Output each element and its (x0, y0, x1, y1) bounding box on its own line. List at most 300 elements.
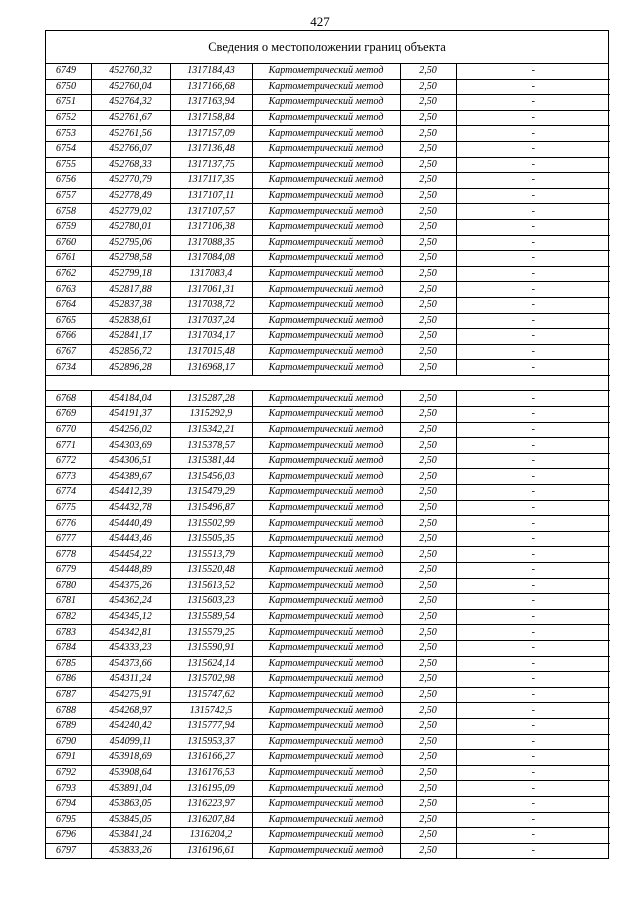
y-coordinate-cell: 1315603,23 (170, 594, 252, 610)
description-cell: - (456, 750, 610, 766)
table-row (46, 188, 610, 204)
method-cell: Картометрический метод (252, 157, 400, 173)
point-number-cell: 6766 (46, 329, 91, 345)
x-coordinate-cell: 454311,24 (91, 672, 170, 688)
accuracy-cell: 2,50 (400, 126, 456, 142)
description-cell: - (456, 718, 610, 734)
table-row (46, 781, 610, 797)
table-row (46, 235, 610, 251)
method-cell: Картометрический метод (252, 110, 400, 126)
method-cell: Картометрический метод (252, 266, 400, 282)
y-coordinate-cell: 1315479,29 (170, 485, 252, 501)
description-cell: - (456, 687, 610, 703)
table-row (46, 141, 610, 157)
description-cell: - (456, 843, 610, 858)
description-cell: - (456, 251, 610, 267)
method-cell: Картометрический метод (252, 95, 400, 111)
x-coordinate-cell: 452817,88 (91, 282, 170, 298)
accuracy-cell: 2,50 (400, 110, 456, 126)
point-number-cell: 6762 (46, 266, 91, 282)
table-row (46, 703, 610, 719)
table-row (46, 687, 610, 703)
table-row (46, 110, 610, 126)
method-cell: Картометрический метод (252, 812, 400, 828)
method-cell: Картометрический метод (252, 360, 400, 376)
method-cell: Картометрический метод (252, 313, 400, 329)
table-row (46, 438, 610, 454)
description-cell: - (456, 594, 610, 610)
description-cell: - (456, 828, 610, 844)
y-coordinate-cell: 1317084,08 (170, 251, 252, 267)
description-cell: - (456, 438, 610, 454)
description-cell: - (456, 391, 610, 407)
y-coordinate-cell: 1315613,52 (170, 578, 252, 594)
x-coordinate-cell: 452760,04 (91, 79, 170, 95)
boundary-coordinates-sheet (45, 30, 609, 859)
y-coordinate-cell: 1316223,97 (170, 796, 252, 812)
accuracy-cell: 2,50 (400, 79, 456, 95)
accuracy-cell: 2,50 (400, 266, 456, 282)
method-cell: Картометрический метод (252, 407, 400, 423)
accuracy-cell: 2,50 (400, 438, 456, 454)
accuracy-cell: 2,50 (400, 360, 456, 376)
y-coordinate-cell: 1317061,31 (170, 282, 252, 298)
description-cell: - (456, 781, 610, 797)
x-coordinate-cell: 454448,89 (91, 563, 170, 579)
description-cell: - (456, 485, 610, 501)
accuracy-cell: 2,50 (400, 157, 456, 173)
description-cell: - (456, 297, 610, 313)
method-cell: Картометрический метод (252, 703, 400, 719)
method-cell: Картометрический метод (252, 422, 400, 438)
description-cell: - (456, 329, 610, 345)
accuracy-cell: 2,50 (400, 235, 456, 251)
table-row (46, 344, 610, 360)
y-coordinate-cell: 1315381,44 (170, 453, 252, 469)
description-cell: - (456, 547, 610, 563)
x-coordinate-cell: 452764,32 (91, 95, 170, 111)
accuracy-cell: 2,50 (400, 563, 456, 579)
point-number-cell: 6764 (46, 297, 91, 313)
accuracy-cell: 2,50 (400, 796, 456, 812)
separator-cell (46, 375, 610, 391)
x-coordinate-cell: 454256,02 (91, 422, 170, 438)
description-cell: - (456, 126, 610, 142)
x-coordinate-cell: 454362,24 (91, 594, 170, 610)
x-coordinate-cell: 452837,38 (91, 297, 170, 313)
table-row (46, 391, 610, 407)
x-coordinate-cell: 452896,28 (91, 360, 170, 376)
point-number-cell: 6769 (46, 407, 91, 423)
method-cell: Картометрический метод (252, 453, 400, 469)
description-cell: - (456, 563, 610, 579)
method-cell: Картометрический метод (252, 297, 400, 313)
point-number-cell: 6789 (46, 718, 91, 734)
table-row (46, 266, 610, 282)
y-coordinate-cell: 1315579,25 (170, 625, 252, 641)
description-cell: - (456, 422, 610, 438)
table-row (46, 500, 610, 516)
method-cell: Картометрический метод (252, 828, 400, 844)
method-cell: Картометрический метод (252, 843, 400, 858)
method-cell: Картометрический метод (252, 485, 400, 501)
y-coordinate-cell: 1315702,98 (170, 672, 252, 688)
coordinates-table-body (46, 64, 610, 858)
table-row (46, 282, 610, 298)
accuracy-cell: 2,50 (400, 297, 456, 313)
method-cell: Картометрический метод (252, 765, 400, 781)
y-coordinate-cell: 1317088,35 (170, 235, 252, 251)
table-row (46, 329, 610, 345)
y-coordinate-cell: 1315496,87 (170, 500, 252, 516)
accuracy-cell: 2,50 (400, 828, 456, 844)
x-coordinate-cell: 454443,46 (91, 531, 170, 547)
description-cell: - (456, 157, 610, 173)
table-row (46, 95, 610, 111)
table-row (46, 516, 610, 532)
point-number-cell: 6783 (46, 625, 91, 641)
point-number-cell: 6792 (46, 765, 91, 781)
method-cell: Картометрический метод (252, 718, 400, 734)
x-coordinate-cell: 453863,05 (91, 796, 170, 812)
point-number-cell: 6786 (46, 672, 91, 688)
accuracy-cell: 2,50 (400, 531, 456, 547)
table-row (46, 485, 610, 501)
method-cell: Картометрический метод (252, 563, 400, 579)
accuracy-cell: 2,50 (400, 344, 456, 360)
x-coordinate-cell: 452761,56 (91, 126, 170, 142)
x-coordinate-cell: 454389,67 (91, 469, 170, 485)
y-coordinate-cell: 1316176,53 (170, 765, 252, 781)
method-cell: Картометрический метод (252, 750, 400, 766)
point-number-cell: 6771 (46, 438, 91, 454)
y-coordinate-cell: 1317034,17 (170, 329, 252, 345)
accuracy-cell: 2,50 (400, 703, 456, 719)
method-cell: Картометрический метод (252, 282, 400, 298)
description-cell: - (456, 531, 610, 547)
description-cell: - (456, 672, 610, 688)
point-number-cell: 6796 (46, 828, 91, 844)
y-coordinate-cell: 1316204,2 (170, 828, 252, 844)
point-number-cell: 6754 (46, 141, 91, 157)
y-coordinate-cell: 1315589,54 (170, 609, 252, 625)
y-coordinate-cell: 1315520,48 (170, 563, 252, 579)
method-cell: Картометрический метод (252, 188, 400, 204)
table-row (46, 204, 610, 220)
description-cell: - (456, 516, 610, 532)
method-cell: Картометрический метод (252, 531, 400, 547)
point-number-cell: 6793 (46, 781, 91, 797)
method-cell: Картометрический метод (252, 625, 400, 641)
point-number-cell: 6772 (46, 453, 91, 469)
table-row (46, 469, 610, 485)
accuracy-cell: 2,50 (400, 251, 456, 267)
y-coordinate-cell: 1315502,99 (170, 516, 252, 532)
description-cell: - (456, 282, 610, 298)
accuracy-cell: 2,50 (400, 204, 456, 220)
accuracy-cell: 2,50 (400, 64, 456, 79)
description-cell: - (456, 453, 610, 469)
point-number-cell: 6758 (46, 204, 91, 220)
accuracy-cell: 2,50 (400, 640, 456, 656)
x-coordinate-cell: 452770,79 (91, 173, 170, 189)
y-coordinate-cell: 1315777,94 (170, 718, 252, 734)
y-coordinate-cell: 1315456,03 (170, 469, 252, 485)
description-cell: - (456, 469, 610, 485)
accuracy-cell: 2,50 (400, 141, 456, 157)
x-coordinate-cell: 454373,66 (91, 656, 170, 672)
point-number-cell: 6759 (46, 219, 91, 235)
description-cell: - (456, 765, 610, 781)
point-number-cell: 6775 (46, 500, 91, 516)
x-coordinate-cell: 454275,91 (91, 687, 170, 703)
table-row (46, 609, 610, 625)
table-row (46, 531, 610, 547)
table-row (46, 251, 610, 267)
method-cell: Картометрический метод (252, 126, 400, 142)
x-coordinate-cell: 452761,67 (91, 110, 170, 126)
x-coordinate-cell: 454412,39 (91, 485, 170, 501)
method-cell: Картометрический метод (252, 687, 400, 703)
x-coordinate-cell: 454375,26 (91, 578, 170, 594)
method-cell: Картометрический метод (252, 204, 400, 220)
y-coordinate-cell: 1315513,79 (170, 547, 252, 563)
point-number-cell: 6779 (46, 563, 91, 579)
section-title: Сведения о местоположении границ объекта (46, 31, 608, 64)
y-coordinate-cell: 1315342,21 (170, 422, 252, 438)
point-number-cell: 6768 (46, 391, 91, 407)
accuracy-cell: 2,50 (400, 781, 456, 797)
description-cell: - (456, 313, 610, 329)
accuracy-cell: 2,50 (400, 516, 456, 532)
accuracy-cell: 2,50 (400, 469, 456, 485)
table-row (46, 563, 610, 579)
method-cell: Картометрический метод (252, 64, 400, 79)
accuracy-cell: 2,50 (400, 594, 456, 610)
method-cell: Картометрический метод (252, 640, 400, 656)
coordinates-table (46, 64, 610, 858)
method-cell: Картометрический метод (252, 594, 400, 610)
x-coordinate-cell: 454303,69 (91, 438, 170, 454)
accuracy-cell: 2,50 (400, 188, 456, 204)
accuracy-cell: 2,50 (400, 656, 456, 672)
point-number-cell: 6782 (46, 609, 91, 625)
y-coordinate-cell: 1315505,35 (170, 531, 252, 547)
table-row (46, 126, 610, 142)
x-coordinate-cell: 454440,49 (91, 516, 170, 532)
y-coordinate-cell: 1315624,14 (170, 656, 252, 672)
method-cell: Картометрический метод (252, 329, 400, 345)
table-row (46, 157, 610, 173)
y-coordinate-cell: 1317184,43 (170, 64, 252, 79)
description-cell: - (456, 110, 610, 126)
accuracy-cell: 2,50 (400, 453, 456, 469)
point-number-cell: 6777 (46, 531, 91, 547)
y-coordinate-cell: 1317107,11 (170, 188, 252, 204)
y-coordinate-cell: 1316166,27 (170, 750, 252, 766)
point-number-cell: 6752 (46, 110, 91, 126)
description-cell: - (456, 609, 610, 625)
description-cell: - (456, 734, 610, 750)
table-row (46, 734, 610, 750)
point-number-cell: 6763 (46, 282, 91, 298)
accuracy-cell: 2,50 (400, 407, 456, 423)
table-row (46, 656, 610, 672)
point-number-cell: 6773 (46, 469, 91, 485)
point-number-cell: 6750 (46, 79, 91, 95)
table-row (46, 360, 610, 376)
point-number-cell: 6776 (46, 516, 91, 532)
description-cell: - (456, 79, 610, 95)
point-number-cell: 6755 (46, 157, 91, 173)
description-cell: - (456, 235, 610, 251)
method-cell: Картометрический метод (252, 609, 400, 625)
method-cell: Картометрический метод (252, 734, 400, 750)
method-cell: Картометрический метод (252, 656, 400, 672)
accuracy-cell: 2,50 (400, 609, 456, 625)
description-cell: - (456, 812, 610, 828)
point-number-cell: 6765 (46, 313, 91, 329)
table-row (46, 297, 610, 313)
page-number: 427 (310, 14, 330, 29)
method-cell: Картометрический метод (252, 516, 400, 532)
accuracy-cell: 2,50 (400, 812, 456, 828)
x-coordinate-cell: 454342,81 (91, 625, 170, 641)
y-coordinate-cell: 1317166,68 (170, 79, 252, 95)
x-coordinate-cell: 452778,49 (91, 188, 170, 204)
method-cell: Картометрический метод (252, 79, 400, 95)
point-number-cell: 6760 (46, 235, 91, 251)
y-coordinate-cell: 1317107,57 (170, 204, 252, 220)
point-number-cell: 6781 (46, 594, 91, 610)
point-number-cell: 6753 (46, 126, 91, 142)
table-row (46, 547, 610, 563)
x-coordinate-cell: 454454,22 (91, 547, 170, 563)
description-cell: - (456, 656, 610, 672)
x-coordinate-cell: 453918,69 (91, 750, 170, 766)
accuracy-cell: 2,50 (400, 547, 456, 563)
method-cell: Картометрический метод (252, 141, 400, 157)
point-number-cell: 6770 (46, 422, 91, 438)
table-row (46, 843, 610, 858)
accuracy-cell: 2,50 (400, 422, 456, 438)
table-row (46, 422, 610, 438)
description-cell: - (456, 500, 610, 516)
table-row (46, 750, 610, 766)
table-row (46, 765, 610, 781)
y-coordinate-cell: 1315378,57 (170, 438, 252, 454)
table-row (46, 796, 610, 812)
x-coordinate-cell: 454345,12 (91, 609, 170, 625)
y-coordinate-cell: 1316968,17 (170, 360, 252, 376)
description-cell: - (456, 360, 610, 376)
table-row (46, 718, 610, 734)
y-coordinate-cell: 1317163,94 (170, 95, 252, 111)
point-number-cell: 6749 (46, 64, 91, 79)
accuracy-cell: 2,50 (400, 578, 456, 594)
accuracy-cell: 2,50 (400, 734, 456, 750)
method-cell: Картометрический метод (252, 251, 400, 267)
accuracy-cell: 2,50 (400, 843, 456, 858)
y-coordinate-cell: 1317037,24 (170, 313, 252, 329)
table-row (46, 640, 610, 656)
table-row (46, 173, 610, 189)
accuracy-cell: 2,50 (400, 765, 456, 781)
y-coordinate-cell: 1316196,61 (170, 843, 252, 858)
accuracy-cell: 2,50 (400, 219, 456, 235)
accuracy-cell: 2,50 (400, 718, 456, 734)
description-cell: - (456, 796, 610, 812)
y-coordinate-cell: 1316195,09 (170, 781, 252, 797)
method-cell: Картометрический метод (252, 219, 400, 235)
point-number-cell: 6761 (46, 251, 91, 267)
table-row (46, 313, 610, 329)
description-cell: - (456, 344, 610, 360)
description-cell: - (456, 141, 610, 157)
description-cell: - (456, 407, 610, 423)
x-coordinate-cell: 452841,17 (91, 329, 170, 345)
y-coordinate-cell: 1317117,35 (170, 173, 252, 189)
y-coordinate-cell: 1315287,28 (170, 391, 252, 407)
x-coordinate-cell: 452798,58 (91, 251, 170, 267)
x-coordinate-cell: 452760,32 (91, 64, 170, 79)
x-coordinate-cell: 454240,42 (91, 718, 170, 734)
method-cell: Картометрический метод (252, 796, 400, 812)
point-number-cell: 6734 (46, 360, 91, 376)
y-coordinate-cell: 1317083,4 (170, 266, 252, 282)
y-coordinate-cell: 1315742,5 (170, 703, 252, 719)
x-coordinate-cell: 454191,37 (91, 407, 170, 423)
method-cell: Картометрический метод (252, 173, 400, 189)
table-row (46, 64, 610, 79)
y-coordinate-cell: 1317106,38 (170, 219, 252, 235)
point-number-cell: 6785 (46, 656, 91, 672)
method-cell: Картометрический метод (252, 391, 400, 407)
point-number-cell: 6767 (46, 344, 91, 360)
point-number-cell: 6787 (46, 687, 91, 703)
point-number-cell: 6778 (46, 547, 91, 563)
x-coordinate-cell: 453841,24 (91, 828, 170, 844)
table-row (46, 453, 610, 469)
table-row (46, 407, 610, 423)
description-cell: - (456, 640, 610, 656)
table-separator-row (46, 375, 610, 391)
point-number-cell: 6791 (46, 750, 91, 766)
table-row (46, 812, 610, 828)
x-coordinate-cell: 453845,05 (91, 812, 170, 828)
point-number-cell: 6795 (46, 812, 91, 828)
y-coordinate-cell: 1317137,75 (170, 157, 252, 173)
method-cell: Картометрический метод (252, 578, 400, 594)
table-row (46, 594, 610, 610)
table-row (46, 219, 610, 235)
method-cell: Картометрический метод (252, 469, 400, 485)
y-coordinate-cell: 1316207,84 (170, 812, 252, 828)
x-coordinate-cell: 453908,64 (91, 765, 170, 781)
table-row (46, 672, 610, 688)
accuracy-cell: 2,50 (400, 95, 456, 111)
description-cell: - (456, 173, 610, 189)
y-coordinate-cell: 1315292,9 (170, 407, 252, 423)
x-coordinate-cell: 452780,01 (91, 219, 170, 235)
y-coordinate-cell: 1317038,72 (170, 297, 252, 313)
description-cell: - (456, 625, 610, 641)
point-number-cell: 6774 (46, 485, 91, 501)
method-cell: Картометрический метод (252, 781, 400, 797)
point-number-cell: 6784 (46, 640, 91, 656)
accuracy-cell: 2,50 (400, 485, 456, 501)
point-number-cell: 6751 (46, 95, 91, 111)
